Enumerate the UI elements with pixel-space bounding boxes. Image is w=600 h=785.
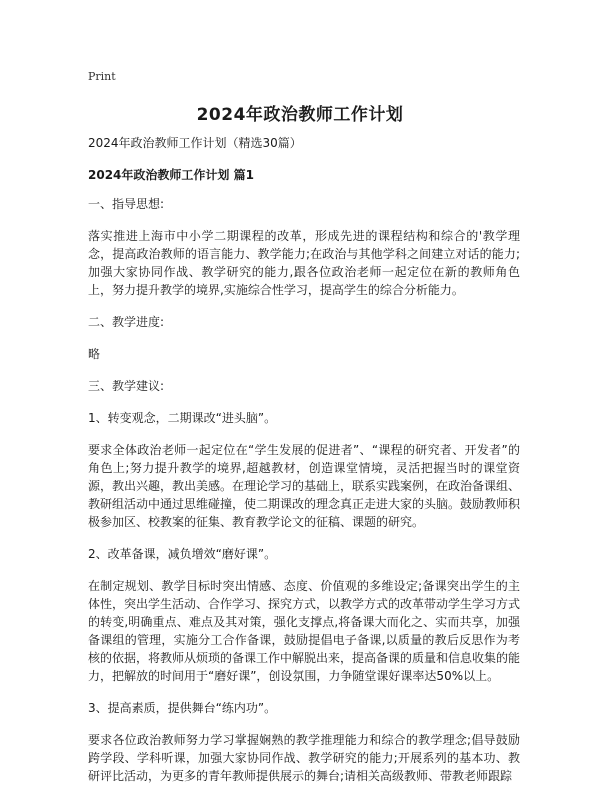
section-title: 2024年政治教师工作计划 篇1 xyxy=(88,168,254,182)
heading-teaching-suggestions: 三、教学建议: xyxy=(88,379,165,393)
paragraph-teaching-progress: 略 xyxy=(88,347,101,361)
document-body xyxy=(88,134,520,785)
paragraph-improve-quality: 要求各位政治教师努力学习掌握娴熟的教学推理能力和综合的教学理念;倡导鼓励跨学段、学科听课，加强大家协同作战、教学研究的能力;开展系列的基本功、教研评比活动，为更多的青年教师提供展示的舞台;请相关高级教师、带教老师跟踪 xyxy=(88,733,520,783)
paragraph-change-concepts: 要求全体政治老师一起定位在“学生发展的促进者”、“课程的研究者、开发者”的角色上;努力提升教学的境界,超越教材，创造课堂情境，灵活把握当时的课堂资源，教出兴趣，教出美感。在理论学习的基础上，联系实践案例，在政治备课组、教研组活动中通过思维碰撞，使二期课改的理念真正走进大家的头脑。鼓励教师积极参加区、校教案的征集、教育教学论文的征稿、课题的研究。 xyxy=(88,443,521,529)
paragraph-guiding-thought: 落实推进上海市中小学二期课程的改革，形成先进的课程结构和综合的'教学理念，提高政治教师的语言能力、教学能力;在政治与其他学科之间建立对话的能力;加强大家协同作战、教学研究的能力,跟各位政治老师一起定位在新的教师角色上，努力提升教学的境界,实施综合性学习，提高学生的综合分析能力。 xyxy=(88,229,520,297)
document-title: 2024年政治教师工作计划 xyxy=(196,105,404,125)
heading-guiding-thought: 一、指导思想: xyxy=(88,197,165,211)
subheading-improve-quality: 3、提高素质，提供舞台“练内功”。 xyxy=(88,701,277,715)
subheading-change-concepts: 1、转变观念，二期课改“进头脑”。 xyxy=(88,411,277,425)
document-subtitle: 2024年政治教师工作计划（精选30篇） xyxy=(88,136,302,150)
paragraph-reform-lesson-prep: 在制定规划、教学目标时突出情感、态度、价值观的多维设定;备课突出学生的主体性，突出学生活动、合作学习、探究方式，以教学方式的改革带动学生学习方式的转变,明确重点、难点及其对策，强化支撑点,将备课大而化之、实而共享，加强备课组的管理，实施分工合作备课，鼓励提倡电子备课,以质量的教后反思作为考核的依据，将教师从烦琐的备课工作中解脱出来，提高备课的质量和信息收集的能力，把解放的时间用于“磨好课”，创设氛围，力争随堂课好课率达50%以上。 xyxy=(88,579,521,683)
print-label[interactable]: Print xyxy=(88,70,116,83)
heading-teaching-progress: 二、教学进度: xyxy=(88,315,165,329)
subheading-reform-lesson-prep: 2、改革备课，减负增效“磨好课”。 xyxy=(88,547,277,561)
